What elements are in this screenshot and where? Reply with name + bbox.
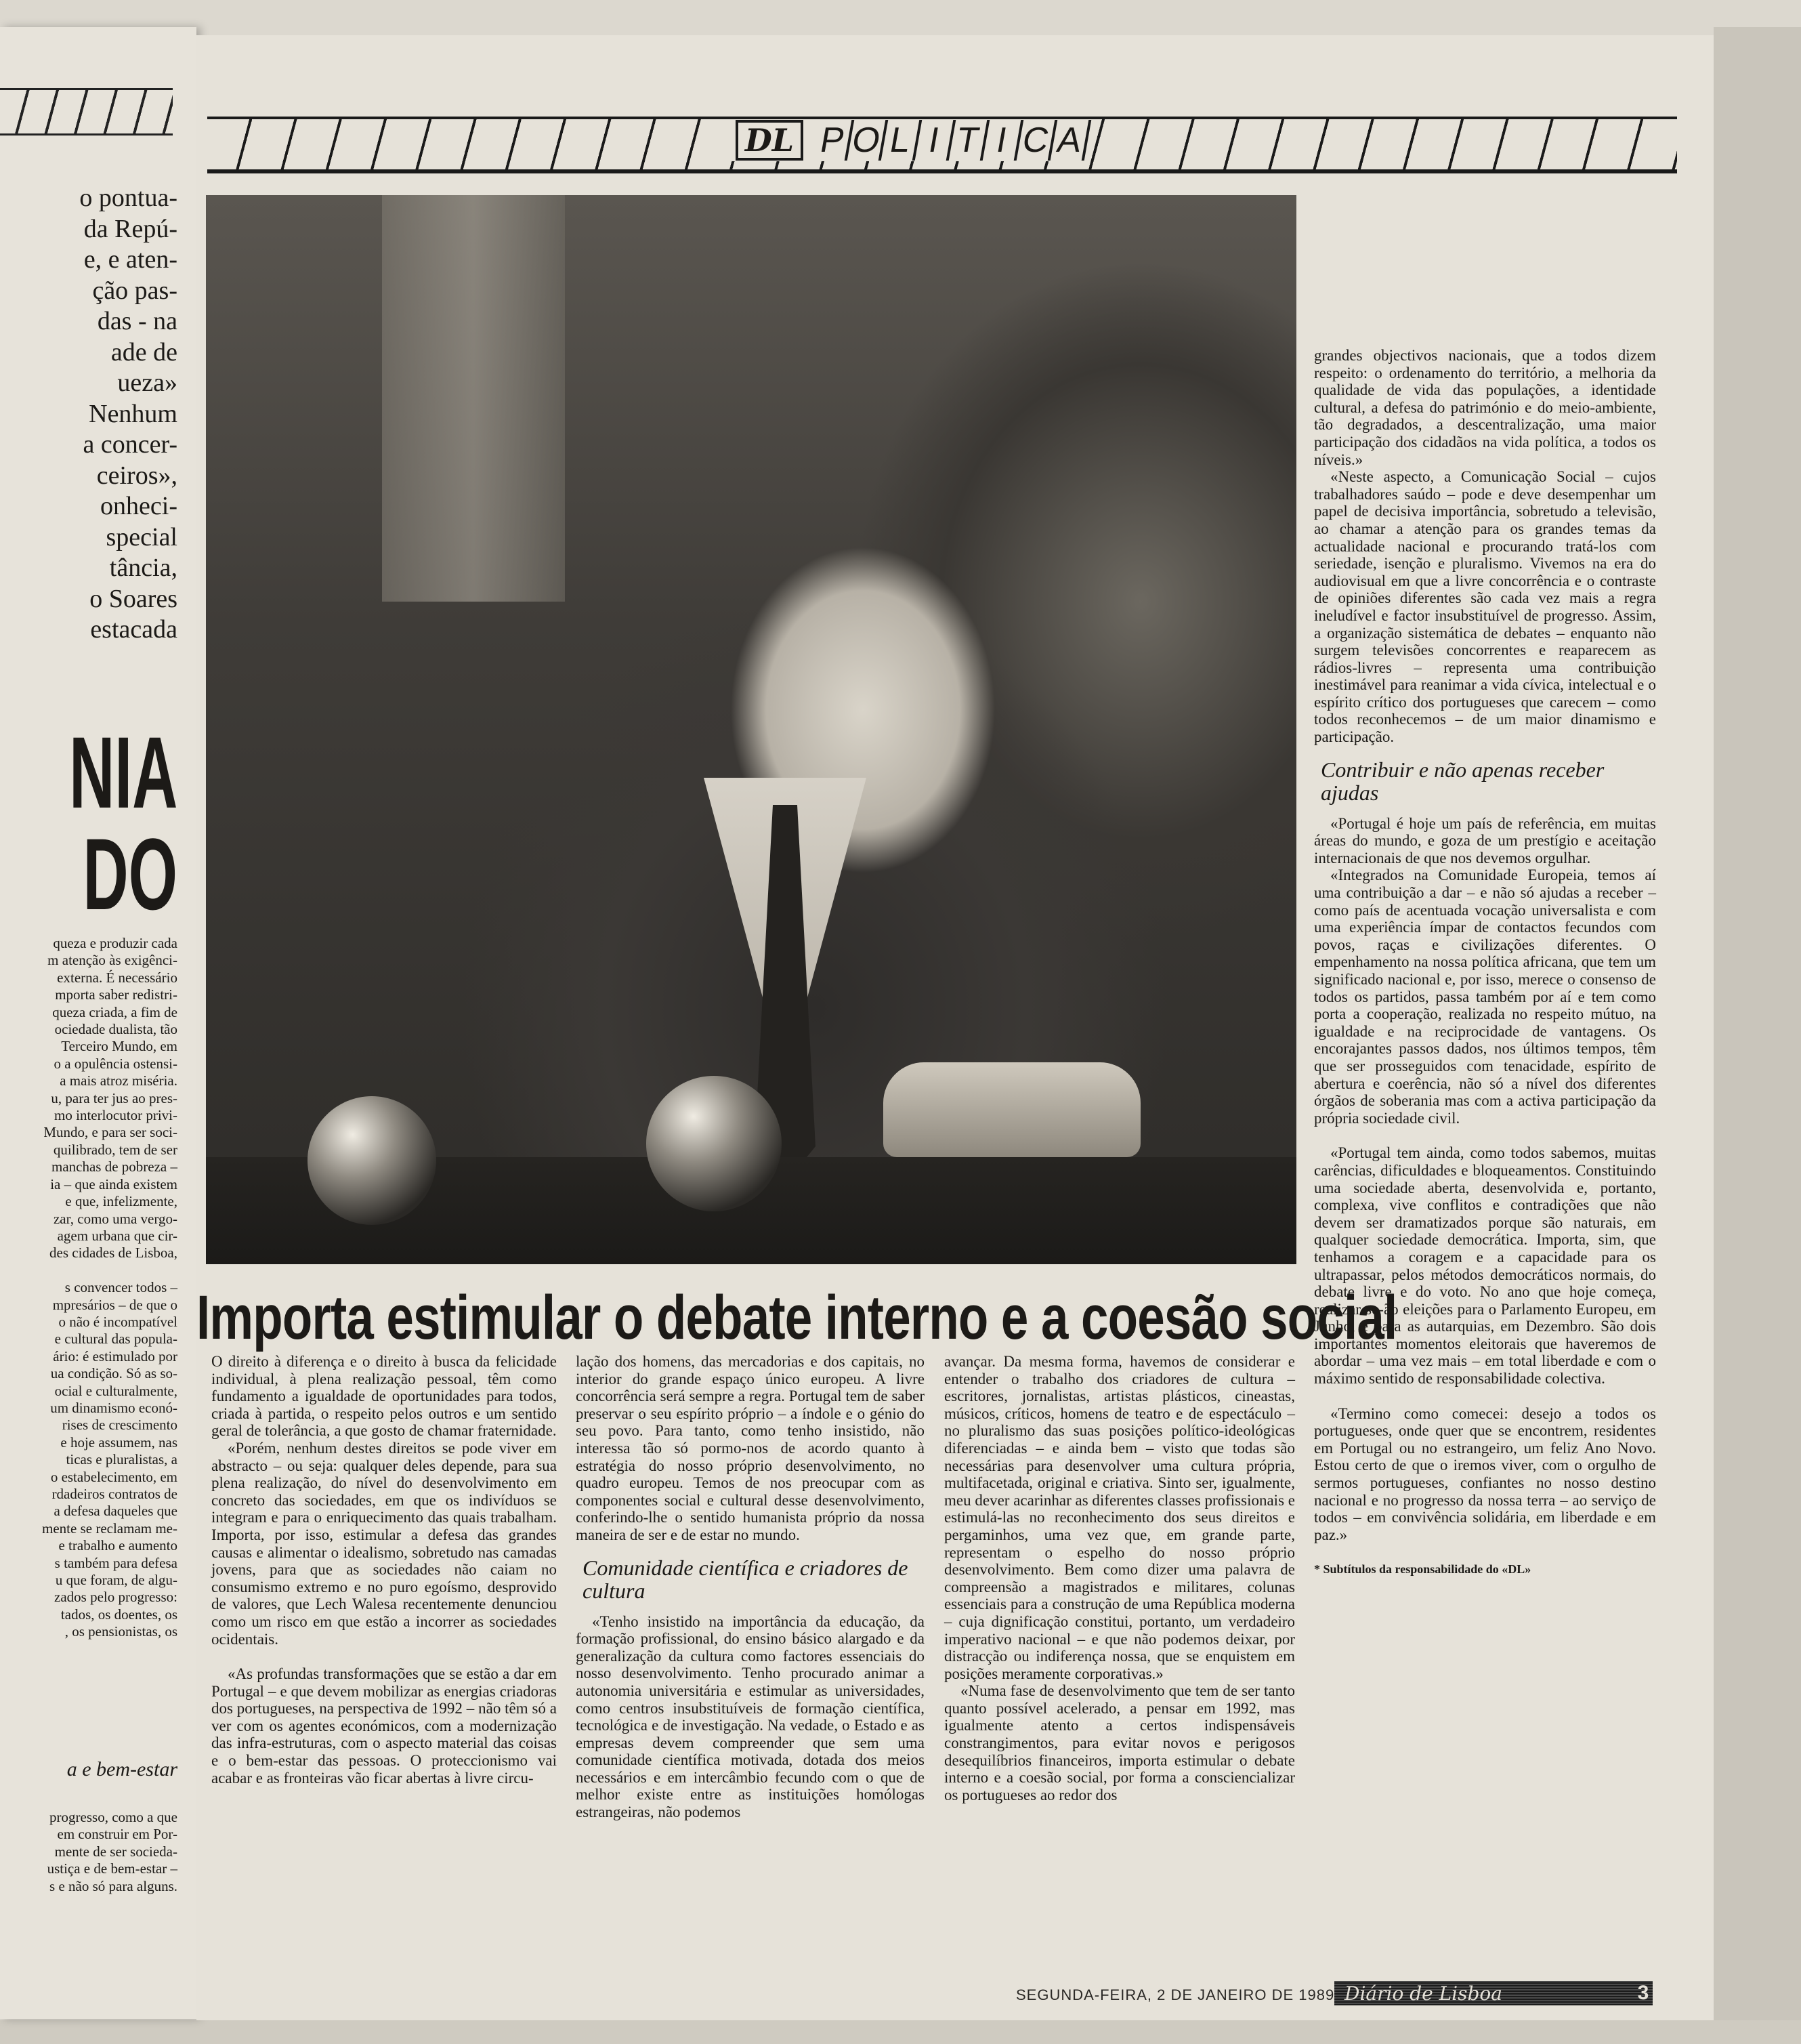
previous-page-line: u que foram, de algu- [55,1572,177,1589]
previous-page-line: um dinamismo econó- [50,1399,177,1416]
previous-page-line: Nenhum [89,399,177,428]
previous-page-line: , os pensionistas, os [64,1623,177,1640]
section-masthead [207,117,1677,173]
section-letter: T [949,120,990,161]
previous-page-masthead-rule [0,88,173,135]
previous-page-line: o pontua- [79,184,177,212]
previous-page-strip [0,27,196,2019]
section-letter: L [881,120,923,161]
previous-page-line: e cultural das popula- [54,1331,177,1348]
previous-page-line: a mais atroz miséria. [60,1072,177,1089]
section-letter: I [915,120,956,161]
footer-date: SEGUNDA-FEIRA, 2 DE JANEIRO DE 1989 [1016,1986,1335,2003]
article-column-1 [211,1353,557,1787]
previous-page-line: Mundo, e para ser soci- [43,1124,177,1141]
previous-page-line: ção pas- [92,276,177,305]
previous-page-line: e que, infelizmente, [65,1193,177,1210]
photo-desk-ornament [646,1076,782,1211]
previous-page-line: queza e produzir cada [53,935,177,951]
previous-page-line: rises de crescimento [62,1417,177,1434]
previous-page-line: o Soares [89,584,177,613]
dl-logo-text: DL [736,120,803,161]
dl-logo [729,119,810,161]
previous-page-line: e hoje assumem, nas [60,1434,177,1451]
previous-page-line: o a opulência ostensi- [54,1055,177,1072]
previous-page-line: tância, [109,554,177,582]
previous-page-line: des cidades de Lisboa, [49,1245,177,1261]
previous-page-line: zados pelo progresso: [54,1589,177,1606]
previous-page-line: mporta saber redistri- [55,986,177,1003]
paragraph: «Integrados na Comunidade Europeia, temos aí uma contribuição a dar – e não só ajudas a receber – como país de acentuada vocação universalista e com uma experiência ímpar de contactos fecundos com povos, raças e civilizações diferentes. O empenhamento na nossa política africana, que tem um significado nacional e, por isso, merece o consenso de todos os partidos, passa também por aí e tem como porta a cooperação, realizada no respeito mútuo, na igualdade e na reciprocidade de vantagens. Os encorajantes passos dados, nos últimos tempos, têm que ser prosseguidos com tenacidade, espírito de abertura e coerência, não só a nível dos diferentes órgãos de soberania mas com a activa participação da própria sociedade civil. [1314,867,1656,1127]
previous-page-line: ocial e culturalmente, [54,1382,177,1399]
previous-page-line: quilibrado, tem de ser [53,1141,177,1158]
previous-page-line: zar, como uma vergo- [53,1210,177,1227]
previous-page-line: e, e aten- [83,245,177,274]
previous-page-line: m atenção às exigênci- [47,952,177,969]
previous-page-line: queza criada, a fim de [52,1003,177,1020]
paragraph: «Neste aspecto, a Comunicação Social – cujos trabalhadores saúdo – pode e deve desempenhar um papel de decisiva importância, sobretudo a televisão, ao chamar a atenção para os grandes temas da actualidade nacional e procurando tratá-los com seriedade, isenção e pluralismo. Vivemos na era do audiovisual em que a livre concorrência e o contraste de opiniões diferentes são cada vez mais a regra ineludível e factor insubstituível de progresso. Assim, a organização sistemática de debates – enquanto não surgem televisões concorrentes e reaparecem as rádios-livres – representa uma contribuição inestimável para reanimar a vida cívica, intelectual e o espírito crítico dos portugueses que carecem – como todos reconhecemos – de um maior dinamismo e participação. [1314,468,1656,746]
previous-page-body-text-2 [0,1809,177,1895]
previous-page-line: s também para defesa [54,1554,177,1571]
previous-page-line: ário: é estimulado por [53,1348,177,1364]
previous-page-line: ustiça e de bem-estar – [47,1860,177,1877]
photo-desk-ornament [308,1096,436,1225]
previous-page-line: agem urbana que cir- [57,1227,177,1244]
previous-page-line: special [106,522,177,551]
page-number: 3 [1637,1982,1649,2004]
previous-page-headline-2: DO [83,817,177,931]
previous-page-line: tados, os doentes, os [60,1606,177,1623]
previous-page-line: ueza» [117,369,177,397]
previous-page-line: mente se reclamam me- [42,1520,177,1537]
previous-page-line: a defesa daqueles que [54,1503,177,1520]
previous-page-line: s convencer todos – [64,1279,177,1296]
previous-page-line: ua condição. Só as so- [50,1365,177,1382]
footer-brand: Diário de Lisboa [1344,1982,1502,2005]
editor-note: * Subtítulos da responsabilidade do «DL» [1314,1562,1531,1577]
previous-page-line: mpresários – de que o [52,1296,177,1313]
previous-page-line: u, para ter jus ao pres- [51,1089,177,1106]
previous-page-line: da Repú- [83,214,177,243]
paragraph: «Tenho insistido na importância da educação, da formação profissional, do ensino básico alargado e da generalização da cultura como factores essenciais do nosso desenvolvimento. Tenho procurado animar a autonomia universitária e estimular as universidades, como centros insubstituíveis de formação científica, tecnológica e de investigação. Na vedade, o Estado e as empresas devem compreender que sem uma comunidade científica motivada, dotada dos meios necessários e em intercâmbio fecundo com o que de melhor existe entre as instituições homólogas estrangeiras, não podemos [576,1612,925,1821]
previous-page-line: progresso, como a que [49,1809,177,1825]
portrait-photo [206,195,1296,1264]
article-subhead: Comunidade científica e criadores de cultura [582,1555,908,1603]
previous-page-line: das - na [97,307,177,335]
previous-page-line: e trabalho e aumento [58,1537,177,1554]
previous-page-large-text [0,183,177,646]
photo-window-light [382,195,565,602]
previous-page-line: o não é incompatível [58,1313,177,1330]
paragraph: O direito à diferença e o direito à busca da felicidade individual, à plena realização pessoal, têm como fundamento a igualdade de oportunidades para todos, criada à partida, o respeito pelos outros e um sentido geral de tolerância, a que gosto de chamar fraternidade. [211,1353,557,1440]
previous-page-line: ia – que ainda existem [50,1175,177,1192]
newspaper-page [196,35,1714,2020]
paragraph: «Portugal é hoje um país de referência, em muitas áreas do mundo, e goza de um prestígio e aceitação internacionais de que nos devemos orgulhar. [1314,814,1656,867]
previous-page-line: a concer- [83,430,177,459]
page-edge-bottom [0,2020,1801,2044]
previous-page-line: manchas de pobreza – [51,1159,177,1175]
article-headline: Importa estimular o debate interno e a coesão social [196,1283,1397,1352]
paragraph: grandes objectivos nacionais, que a todos dizem respeito: o ordenamento do território, a melhoria da qualidade de vida das populações, a identidade cultural, a defesa do património e do meio-ambiente, tão degradados, a descentralização, uma maior participação dos cidadãos na vida política, a todos os níveis.» [1314,347,1656,468]
article-column-2 [576,1353,925,1821]
paragraph: «As profundas transformações que se estão a dar em Portugal – e que devem mobilizar as energias criadoras dos portugueses, na perspectiva de 1992 – não têm só a ver com os agentes económicos, com a modernização das infra-estruturas, com o aspecto material das coisas e o bem-estar das pessoas. O proteccionismo vai acabar e as fronteiras vão ficar abertas à livre circu- [211,1665,557,1787]
previous-page-line: ceiros», [96,461,177,490]
section-letter: I [983,120,1024,161]
section-letter: C [1017,120,1058,161]
previous-page-line: mente de ser socieda- [54,1843,177,1860]
paragraph: «Porém, nenhum destes direitos se pode viver em abstracto – ou seja: qualquer deles depende, para sua plena realização, do nível do desenvolvimento em concreto das sociedades, em que os indivíduos se integram e para o enriquecimento das quais trabalham. Importa, por isso, estimular a defesa das grandes causas e alimentar o idealismo, sobretudo nas camadas jovens, para que as sociedades não caiam no consumismo extremo e no puro egoísmo, desprovido de valores, que Lech Walesa recentemente denunciou como um risco em que estão a incorrer as sociedades ocidentais. [211,1439,557,1648]
article-column-3 [944,1353,1295,1803]
previous-page-line: o estabelecimento, em [50,1468,177,1485]
previous-page-line [0,1262,177,1279]
previous-page-line: ticas e pluralistas, a [66,1451,177,1468]
previous-page-line: ociedade dualista, tão [54,1021,177,1038]
previous-page-headline-1: NIA [68,715,177,829]
section-letter: P [813,120,855,161]
previous-page-line: mo interlocutor privi- [54,1107,177,1124]
previous-page-subhead: a e bem-estar [66,1758,177,1780]
paragraph: «Numa fase de desenvolvimento que tem de ser tanto quanto possível acelerado, a pensar em 1992, mas igualmente atento a certos indispensáveis constrangimentos, para evitar novos e perigosos desequilíbrios financeiros, importa estimular o debate interno e a coesão social, por forma a consciencializar os portugueses ao redor dos [944,1682,1295,1803]
paragraph: «Termino como comecei: desejo a todos os portugueses, onde quer que se encontrem, residentes em Portugal ou no estrangeiro, um feliz Ano Novo. Estou certo de que o iremos viver, com o orgulho de sermos portugueses, confiantes no nosso destino nacional e no progresso da nossa terra – ao serviço de todos – em convivência solidária, em liberdade e em paz.» [1314,1404,1656,1543]
article-column-4 [1314,347,1656,1579]
paragraph: lação dos homens, das mercadorias e dos capitais, no interior do grande espaço único europeu. A livre concorrência será sempre a regra. Portugal tem de saber preservar o seu espírito próprio – a índole e o génio do seu povo. Para tanto, como tenho insistido, não interessa tão só pormo-nos de acordo quanto à estratégia do nosso próprio desenvolvimento, no quadro europeu. Temos de nos preocupar com as componentes social e cultural desse desenvolvimento, conferindo-lhe o sentido humanista próprio da nossa maneira de ser e de estar no mundo. [576,1353,925,1543]
section-letter: O [847,120,889,161]
page-edge-right [1714,27,1801,2044]
photo-hands [883,1062,1141,1157]
previous-page-line: ade de [110,337,177,367]
section-title [817,119,1088,161]
previous-page-line: rdadeiros contratos de [51,1486,177,1502]
previous-page-line: s e não só para alguns. [49,1877,177,1894]
article-subhead: Contribuir e não apenas receber ajudas [1321,757,1605,805]
previous-page-line: Terceiro Mundo, em [61,1038,177,1055]
previous-page-line: estacada [90,615,177,644]
paragraph: «Portugal tem ainda, como todos sabemos, muitas carências, dificuldades e bloqueamentos. Constituindo uma sociedade aberta, desenvolvida e, portanto, complexa, vive conflitos e contradições que não devem ser dramatizados porque são naturais, em qualquer sociedade democrática. Importa, sim, que tenhamos a coragem e a capacidade para os ultrapassar, pelos métodos democráticos normais, do debate livre e do voto. No ano que hoje começa, realizar-se-ão eleições para o Parlamento Europeu, em Junho, e para as autarquias, em Dezembro. São dois importantes momentos eleitorais que haveremos de abordar – uma vez mais – em total liberdade e com o máximo sentido de responsabilidade colectiva. [1314,1144,1656,1388]
section-letter: A [1051,120,1092,161]
previous-page-line: em construir em Por- [57,1826,177,1843]
previous-page-line: externa. É necessário [57,969,177,986]
previous-page-line: onheci- [100,492,177,520]
paragraph: avançar. Da mesma forma, havemos de considerar e entender o trabalho dos criadores de cultura – escritores, jornalistas, artistas plásticos, cineastas, músicos, críticos, homens de teatro e de espectáculo – no pluralismo das suas posições político-ideológicas diferenciadas – e ainda bem – visto que todas são necessárias para desenvolver uma cultura própria, multifacetada, original e criativa. Sinto ser, igualmente, meu dever acarinhar as diferentes classes profissionais e estimulá-las no reconhecimento dos seus direitos e pergaminhos, uma vez que, em grande parte, representam o espelho do nosso próprio desenvolvimento. Bem como dizer uma palavra de compreensão a magistrados e militares, colunas essenciais para a construção de uma República moderna – cuja dignificação constitui, portanto, um verdadeiro imperativo nacional – e que não podemos deixar, por distracção ou indiferença nossa, que se enquistem em posições meramente corporativas.» [944,1353,1295,1682]
previous-page-body-text [0,935,177,1641]
